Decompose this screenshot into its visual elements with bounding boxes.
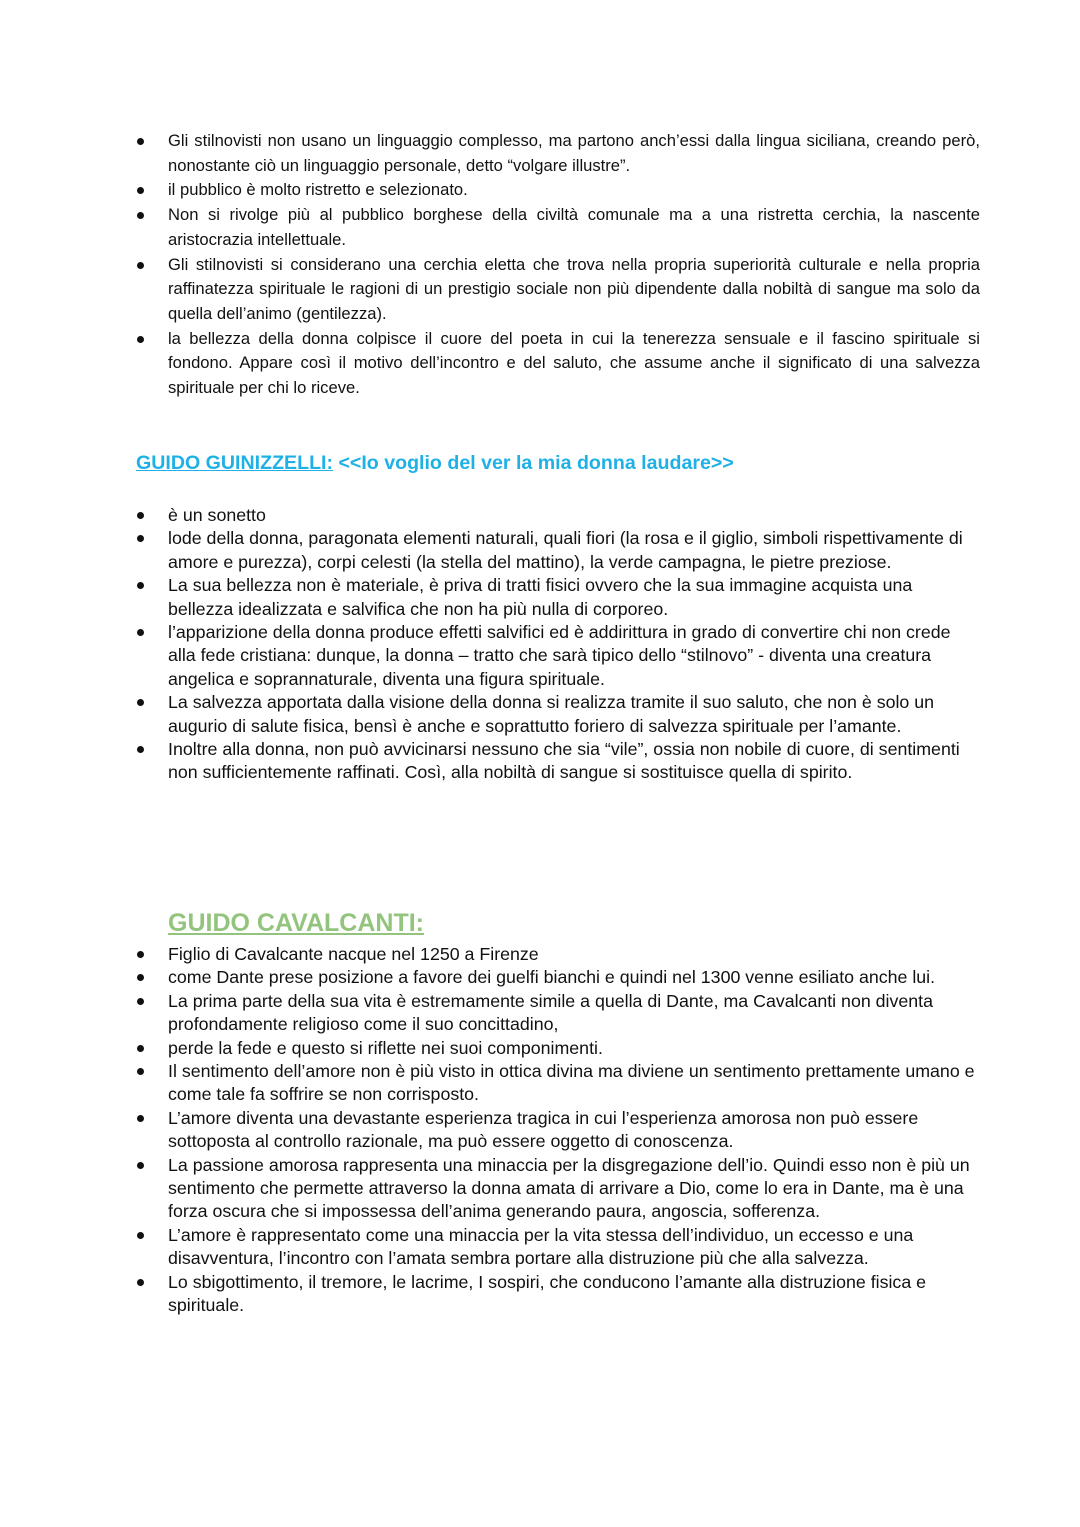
intro-list (0, 129, 1080, 401)
list-item: La sua bellezza non è materiale, è priva di tratti fisici ovvero che la sua immagine acquista una bellezza idealizzata e salvifica che non ha più nulla di corporeo. (0, 574, 1080, 621)
guinizzelli-heading-title: <<Io voglio del ver la mia donna laudare>> (338, 452, 734, 474)
list-item: Lo sbigottimento, il tremore, le lacrime, I sospiri, che conducono l’amante alla distruzione fisica e spirituale. (0, 1271, 1080, 1318)
list-item: come Dante prese posizione a favore dei guelfi bianchi e quindi nel 1300 venne esiliato anche lui. (0, 966, 1080, 989)
list-item: la bellezza della donna colpisce il cuore del poeta in cui la tenerezza sensuale e il fascino spirituale si fondono. Appare così il motivo dell’incontro e del saluto, che assume anche il significato di una salvezza spirituale per chi lo riceve. (0, 327, 1080, 401)
list-item: Gli stilnovisti si considerano una cerchia eletta che trova nella propria superiorità culturale e nella propria raffinatezza spirituale le ragioni di un prestigio sociale non più dipendente dalla nobiltà di sangue ma solo da quella dell’animo (gentilezza). (0, 253, 1080, 327)
cavalcanti-section (0, 943, 1080, 1318)
list-item: perde la fede e questo si riflette nei suoi componimenti. (0, 1037, 1080, 1060)
list-item: lode della donna, paragonata elementi naturali, quali fiori (la rosa e il giglio, simboli rispettivamente di amore e purezza), corpi celesti (la stella del mattino), la verde campagna, le pietre preziose. (0, 527, 1080, 574)
list-item: L’amore diventa una devastante esperienza tragica in cui l’esperienza amorosa non può essere sottoposta al controllo razionale, ma può essere oggetto di conoscenza. (0, 1107, 1080, 1154)
list-item: Il sentimento dell’amore non è più visto in ottica divina ma diviene un sentimento prettamente umano e come tale fa soffrire se non corrisposto. (0, 1060, 1080, 1107)
list-item: L’amore è rappresentato come una minaccia per la vita stessa dell’individuo, un eccesso e una disavventura, l’incontro con l’amata sembra portare alla distruzione più che alla salvezza. (0, 1224, 1080, 1271)
list-item: Figlio di Cavalcante nacque nel 1250 a Firenze (0, 943, 1080, 966)
list-item: La salvezza apportata dalla visione della donna si realizza tramite il suo saluto, che non è solo un augurio di salute fisica, bensì è anche e soprattutto foriero di salvezza spirituale per l’amante. (0, 691, 1080, 738)
guinizzelli-heading (136, 452, 734, 475)
cavalcanti-heading: GUIDO CAVALCANTI: (168, 909, 424, 937)
guinizzelli-section (0, 504, 1080, 785)
list-item: è un sonetto (0, 504, 1080, 527)
list-item: Inoltre alla donna, non può avvicinarsi nessuno che sia “vile”, ossia non nobile di cuore, di sentimenti non sufficientemente raffinati. Così, alla nobiltà di sangue si sostituisce quella di spirito. (0, 738, 1080, 785)
cavalcanti-list (0, 943, 1080, 1318)
list-item: Gli stilnovisti non usano un linguaggio complesso, ma partono anch’essi dalla lingua siciliana, creando però, nonostante ciò un linguaggio personale, detto “volgare illustre”. (0, 129, 1080, 178)
list-item: Non si rivolge più al pubblico borghese della civiltà comunale ma a una ristretta cerchia, la nascente aristocrazia intellettuale. (0, 203, 1080, 252)
list-item: il pubblico è molto ristretto e selezionato. (0, 178, 1080, 203)
list-item: La passione amorosa rappresenta una minaccia per la disgregazione dell’io. Quindi esso non è più un sentimento che permette attraverso la donna amata di arrivare a Dio, come lo era in Dante, ma è una forza oscura che si impossessa dell’anima generando paura, angoscia, sofferenza. (0, 1154, 1080, 1224)
intro-section (0, 129, 1080, 401)
list-item: La prima parte della sua vita è estremamente simile a quella di Dante, ma Cavalcanti non diventa profondamente religioso come il suo concittadino, (0, 990, 1080, 1037)
list-item: l’apparizione della donna produce effetti salvifici ed è addirittura in grado di convertire chi non crede alla fede cristiana: dunque, la donna – tratto che sarà tipico dello “stilnovo” - diventa una creatura angelica e soprannaturale, diventa una figura spirituale. (0, 621, 1080, 691)
guinizzelli-list (0, 504, 1080, 785)
guinizzelli-heading-name: GUIDO GUINIZZELLI: (136, 452, 334, 474)
